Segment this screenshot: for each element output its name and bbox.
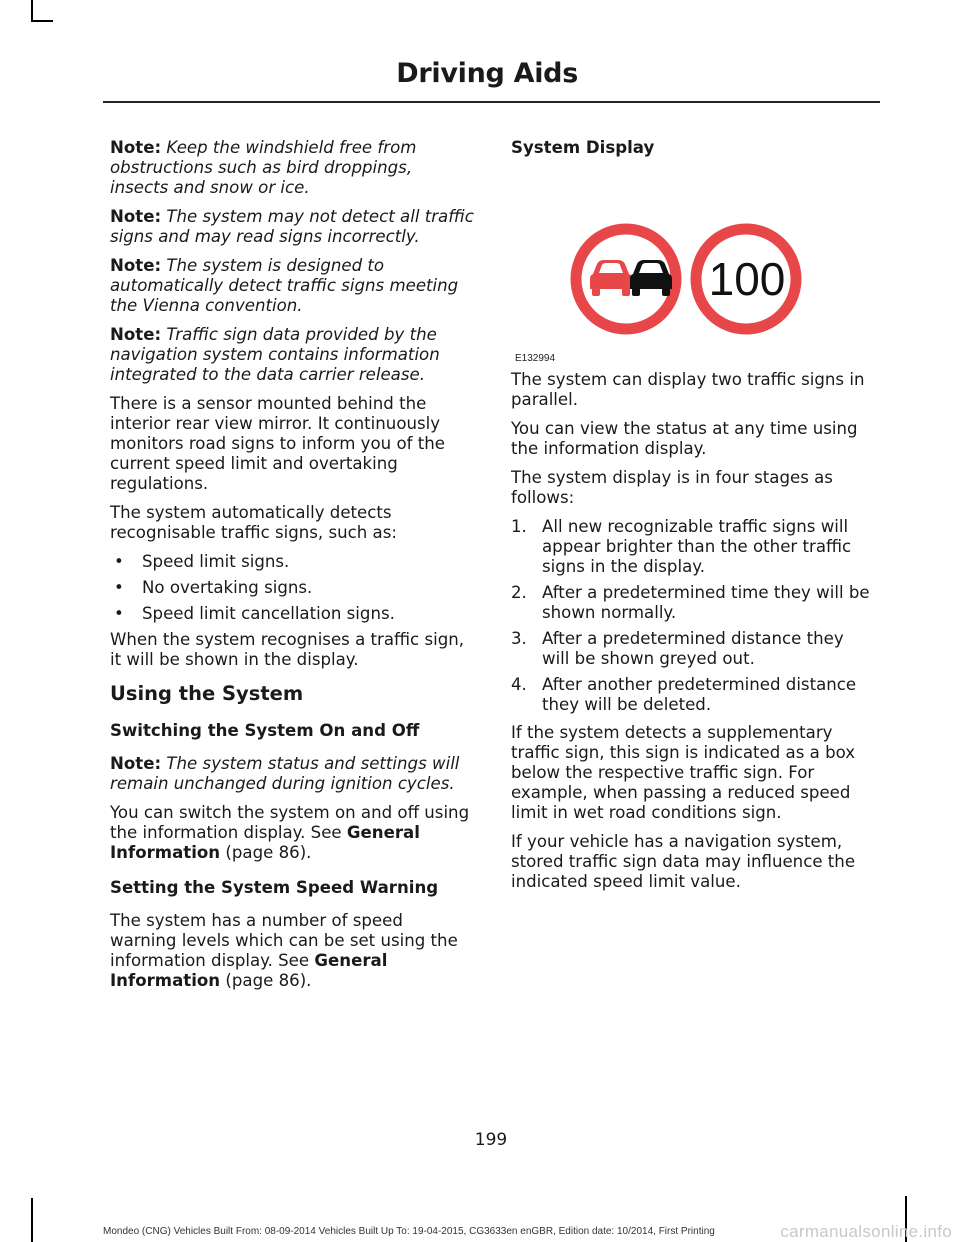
body-paragraph: The system display is in four stages as follows: bbox=[511, 468, 833, 507]
no-overtaking-sign-icon bbox=[576, 229, 676, 329]
note bbox=[110, 207, 474, 247]
step-text: All new recognizable traffic signs will appear brighter than the other traffic signs in the display. bbox=[542, 517, 852, 576]
header-rule bbox=[103, 101, 880, 103]
list-item bbox=[511, 583, 875, 623]
list-item bbox=[511, 675, 875, 715]
note-text: The system is designed to automatically detect traffic signs meeting the Vienna convention. bbox=[110, 256, 459, 315]
numbered-list bbox=[511, 517, 875, 715]
cross-reference-link[interactable]: General Information bbox=[110, 823, 420, 862]
side-watermark bbox=[0, 0, 14, 1242]
speed-limit-sign-icon bbox=[696, 229, 796, 329]
page-number: 199 bbox=[474, 1130, 508, 1150]
figure-id: E132994 bbox=[515, 353, 556, 364]
footer-text: Mondeo (CNG) Vehicles Built From: 08-09-2014 Vehicles Built Up To: 19-04-2015, CG3633en enGBR, Edition date: 10/2014, First Printing bbox=[103, 1226, 715, 1237]
list-item-text: No overtaking signs. bbox=[142, 578, 313, 597]
crop-mark bbox=[31, 0, 33, 20]
note-label: Note: bbox=[110, 207, 162, 226]
left-column bbox=[110, 138, 474, 1000]
list-item bbox=[511, 517, 875, 577]
note-label: Note: bbox=[110, 138, 162, 157]
step-number: 1. bbox=[511, 517, 527, 536]
note-text: The system status and settings will remain unchanged during ignition cycles. bbox=[110, 754, 460, 793]
page-reference: (page 86). bbox=[220, 843, 312, 862]
note bbox=[110, 256, 474, 316]
note-label: Note: bbox=[110, 256, 162, 275]
right-column bbox=[511, 138, 875, 901]
note-label: Note: bbox=[110, 325, 162, 344]
bullet-dot: • bbox=[114, 552, 124, 571]
step-text: After a predetermined time they will be shown normally. bbox=[542, 583, 870, 622]
body-paragraph bbox=[110, 911, 474, 991]
step-number: 3. bbox=[511, 629, 527, 648]
subsection-heading: Switching the System On and Off bbox=[110, 721, 420, 740]
list-item bbox=[110, 578, 474, 598]
page-title: Driving Aids bbox=[396, 58, 578, 89]
speed-limit-value: 100 bbox=[708, 253, 786, 305]
bullet-dot: • bbox=[114, 604, 124, 623]
step-text: After another predetermined distance they will be deleted. bbox=[542, 675, 857, 714]
traffic-sign-figure bbox=[511, 168, 875, 368]
body-paragraph: The system automatically detects recognisable traffic signs, such as: bbox=[110, 503, 397, 542]
list-item bbox=[110, 604, 474, 624]
note bbox=[110, 138, 474, 198]
page-reference: (page 86). bbox=[220, 971, 312, 990]
body-paragraph: The system can display two traffic signs in parallel. bbox=[511, 370, 865, 409]
list-item bbox=[511, 629, 875, 669]
site-watermark: carmanualsonline.info bbox=[780, 1222, 952, 1241]
list-item-text: Speed limit signs. bbox=[142, 552, 290, 571]
bullet-dot: • bbox=[114, 578, 124, 597]
subsection-heading: Setting the System Speed Warning bbox=[110, 878, 439, 897]
paragraph-text: You can switch the system on and off using the information display. See bbox=[110, 803, 470, 842]
bullet-list bbox=[110, 552, 474, 624]
list-item bbox=[110, 552, 474, 572]
paragraph-text: The system has a number of speed warning levels which can be set using the information display. See bbox=[110, 911, 458, 970]
step-number: 2. bbox=[511, 583, 527, 602]
section-heading: Using the System bbox=[110, 682, 304, 705]
note bbox=[110, 754, 474, 794]
traffic-sign-illustration bbox=[511, 168, 875, 368]
list-item-text: Speed limit cancellation signs. bbox=[142, 604, 395, 623]
figure-heading: System Display bbox=[511, 138, 655, 157]
note-text: Traffic sign data provided by the navigation system contains information integrated to the data carrier release. bbox=[110, 325, 440, 384]
body-paragraph: There is a sensor mounted behind the interior rear view mirror. It continuously monitors road signs to inform you of the current speed limit and overtaking regulations. bbox=[110, 394, 445, 493]
note-label: Note: bbox=[110, 754, 162, 773]
note-text: The system may not detect all traffic signs and may read signs incorrectly. bbox=[110, 207, 474, 246]
body-paragraph: When the system recognises a traffic sign, it will be shown in the display. bbox=[110, 630, 465, 669]
step-text: After a predetermined distance they will be shown greyed out. bbox=[542, 629, 844, 668]
cross-reference-link[interactable]: General Information bbox=[110, 951, 388, 990]
body-paragraph bbox=[110, 803, 474, 863]
note-text: Keep the windshield free from obstructions such as bird droppings, insects and snow or ice. bbox=[110, 138, 417, 197]
body-paragraph: You can view the status at any time using the information display. bbox=[511, 419, 858, 458]
crop-mark bbox=[31, 20, 53, 22]
body-paragraph: If the system detects a supplementary traffic sign, this sign is indicated as a box below the respective traffic sign. For example, when passing a reduced speed limit in wet road conditions sign. bbox=[511, 723, 856, 822]
step-number: 4. bbox=[511, 675, 527, 694]
body-paragraph: If your vehicle has a navigation system, stored traffic sign data may influence the indicated speed limit value. bbox=[511, 832, 856, 891]
note bbox=[110, 325, 474, 385]
crop-mark bbox=[31, 1198, 33, 1242]
